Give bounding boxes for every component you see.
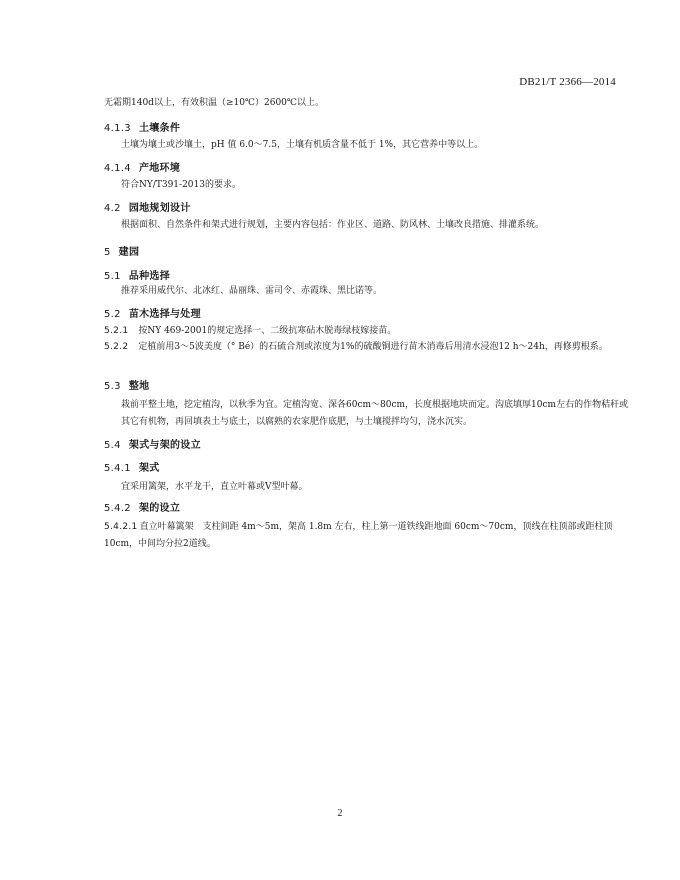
- heading-4-1-4: [104, 159, 614, 174]
- section-number: 5.3: [104, 381, 121, 392]
- clause-number: 5.4.2.1: [104, 522, 138, 532]
- paragraph-5-2-1: [104, 323, 614, 340]
- paragraph-land-prep: 栽前平整土地，挖定植沟，以秋季为宜。定植沟宽、深各60cm～80cm，长度根据地块而定。沟底填厚10cm左右的作物秸秆或其它有机物，再回填表土与底土，以腐熟的农家肥作底肥，与土壤搅拌均匀，浇水沉实。: [121, 400, 629, 427]
- heading-5-4-1: [104, 459, 614, 474]
- heading-5-4-2: [104, 499, 614, 514]
- heading-5: [104, 243, 614, 258]
- heading-5-3: [104, 377, 614, 392]
- section-title: 建园: [118, 247, 140, 258]
- clause-number: 5.2.2: [104, 342, 129, 352]
- heading-5-1: [104, 267, 614, 282]
- clause-number: 5.2.1: [104, 326, 129, 336]
- paragraph-trellis-type: 宜采用篱架，水平龙干，直立叶幕或V型叶幕。: [121, 482, 308, 492]
- section-number: 4.1.3: [104, 123, 131, 134]
- section-title: 架式与架的设立: [128, 440, 201, 451]
- clause-text: 定植前用3～5波美度（° Bé）的石硫合剂或浓度为1%的硫酸铜进行苗木消毒后用清水浸泡12 h～24h，再修剪根系。: [138, 342, 608, 352]
- section-title: 产地环境: [138, 163, 181, 174]
- heading-5-2: [104, 305, 614, 320]
- section-title: 架式: [138, 463, 160, 474]
- paragraph-5-4-2-1: [104, 519, 614, 553]
- section-title: 品种选择: [128, 271, 171, 282]
- clause-text: 按NY 469-2001的规定选择一、二级抗寒砧木脱毒绿枝嫁接苗。: [138, 326, 397, 336]
- paragraph-environment: 符合NY/T391-2013的要求。: [121, 180, 241, 190]
- paragraph-soil: 土壤为壤土或沙壤土，pH 值 6.0～7.5，土壤有机质含量不低于 1%，其它营养中等以上。: [121, 140, 484, 150]
- clause-text: 直立叶幕篱架 支柱间距 4m～5m，架高 1.8m 左右，柱上第一道铁线距地面 60cm～70cm，顶线在柱顶部或距柱顶10cm，中间均分拉2道线。: [104, 522, 613, 549]
- section-number: 4.2: [104, 203, 121, 214]
- paragraph-5-2-2: [104, 339, 614, 356]
- section-title: 园地规划设计: [128, 203, 191, 214]
- section-title: 架的设立: [138, 503, 181, 514]
- heading-4-1-3: [104, 119, 614, 134]
- paragraph-varieties: 推荐采用威代尔、北冰红、晶丽珠、雷司令、赤霞珠、黑比诺等。: [121, 286, 383, 296]
- paragraph-planning: 根据面积、自然条件和架式进行规划，主要内容包括：作业区、道路、防风林、土壤改良措施、排灌系统。: [121, 220, 545, 230]
- paragraph-frost-free: 无霜期140d以上，有效积温（≥10℃）2600℃以上。: [104, 98, 324, 108]
- section-number: 5.4.2: [104, 503, 131, 514]
- section-number: 5.1: [104, 271, 121, 282]
- section-number: 5.4: [104, 440, 121, 451]
- heading-4-2: [104, 199, 614, 214]
- section-number: 5.4.1: [104, 463, 131, 474]
- section-number: 5: [104, 247, 111, 258]
- section-number: 5.2: [104, 309, 121, 320]
- heading-5-4: [104, 436, 614, 451]
- page-number: 2: [337, 808, 343, 819]
- section-title: 整地: [128, 381, 150, 392]
- section-number: 4.1.4: [104, 163, 131, 174]
- standard-number: DB21/T 2366—2014: [519, 76, 616, 88]
- section-title: 苗木选择与处理: [128, 309, 201, 320]
- section-title: 土壤条件: [138, 123, 181, 134]
